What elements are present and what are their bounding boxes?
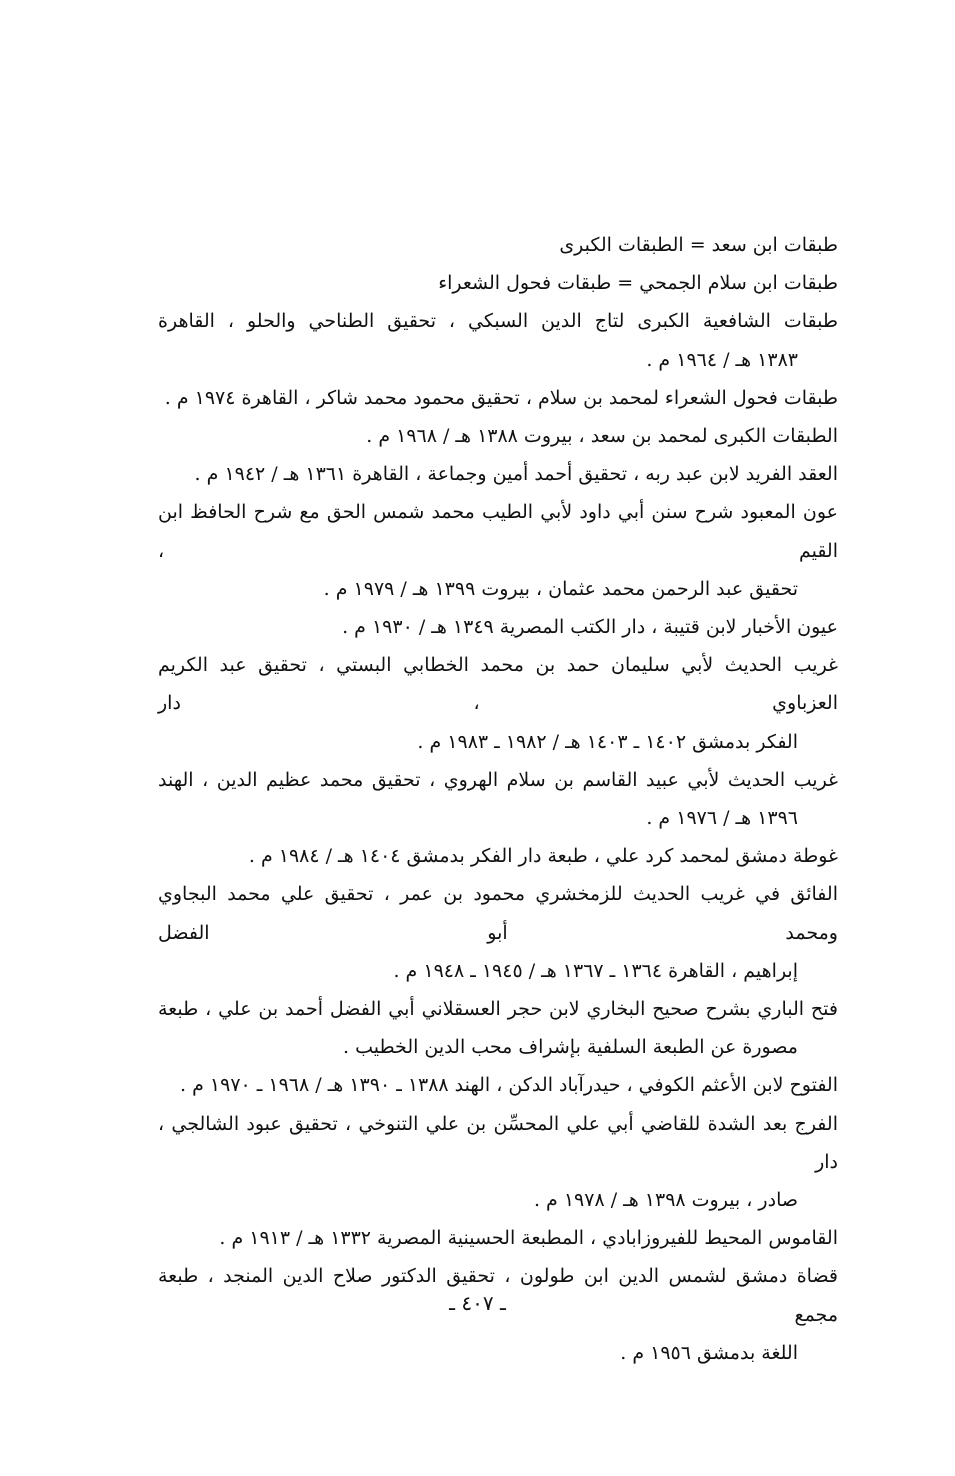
bibliography-entry	[158, 455, 838, 493]
entry-text: طبقات فحول الشعراء لمحمد بن سلام ، تحقيق محمود محمد شاكر ، القاهرة ١٩٧٤ م .	[164, 386, 838, 409]
bibliography-entry	[158, 837, 838, 875]
bibliography-entry	[158, 1066, 838, 1104]
bibliography-entry	[158, 608, 838, 646]
page-number: ـ ٤٠٧ ـ	[449, 1291, 506, 1315]
bibliography-entry	[158, 875, 838, 990]
entry-text: غوطة دمشق لمحمد كرد علي ، طبعة دار الفكر بدمشق ١٤٠٤ هـ / ١٩٨٤ م .	[248, 845, 838, 868]
entry-text: العقد الفريد لابن عبد ربه ، تحقيق أحمد أمين وجماعة ، القاهرة ١٣٦١ هـ / ١٩٤٢ م .	[194, 463, 838, 486]
bibliography-list	[158, 226, 838, 1372]
entry-text: الفتوح لابن الأعثم الكوفي ، حيدرآباد الدكن ، الهند ١٣٨٨ ـ ١٣٩٠ هـ / ١٩٦٨ ـ ١٩٧٠ م .	[180, 1074, 838, 1097]
entry-text: فتح الباري بشرح صحيح البخاري لابن حجر العسقلاني أبي الفضل أحمد بن علي ، طبعة	[158, 998, 838, 1021]
bibliography-entry	[158, 990, 838, 1066]
entry-text: الفائق في غريب الحديث للزمخشري محمود بن عمر ، تحقيق علي محمد البجاوي ومحمد أبو الفضل	[158, 883, 838, 944]
bibliography-entry	[158, 264, 838, 302]
bibliography-entry	[158, 226, 838, 264]
entry-continuation: إبراهيم ، القاهرة ١٣٦٤ ـ ١٣٦٧ هـ / ١٩٤٥ ـ ١٩٤٨ م .	[393, 959, 798, 982]
bibliography-entry	[158, 417, 838, 455]
entry-text: الطبقات الكبرى لمحمد بن سعد ، بيروت ١٣٨٨ هـ / ١٩٦٨ م .	[366, 425, 838, 448]
entry-continuation: مصورة عن الطبعة السلفية بإشراف محب الدين الخطيب .	[343, 1036, 798, 1059]
bibliography-entry	[158, 302, 838, 378]
entry-continuation: تحقيق عبد الرحمن محمد عثمان ، بيروت ١٣٩٩ هـ / ١٩٧٩ م .	[323, 577, 798, 600]
bibliography-entry	[158, 761, 838, 837]
entry-text: عون المعبود شرح سنن أبي داود لأبي الطيب محمد شمس الحق مع شرح الحافظ ابن القيم ،	[158, 501, 838, 562]
entry-continuation: اللغة بدمشق ١٩٥٦ م .	[620, 1341, 798, 1364]
entry-text: الفرج بعد الشدة للقاضي أبي علي المحسِّن بن علي التنوخي ، تحقيق عبود الشالجي ، دار	[158, 1112, 838, 1173]
bibliography-entry	[158, 493, 838, 608]
entry-text: عيون الأخبار لابن قتيبة ، دار الكتب المصرية ١٣٤٩ هـ / ١٩٣٠ م .	[342, 616, 838, 639]
entry-text: القاموس المحيط للفيروزابادي ، المطبعة الحسينية المصرية ١٣٣٢ هـ / ١٩١٣ م .	[219, 1227, 838, 1250]
entry-text: طبقات ابن سلام الجمحي = طبقات فحول الشعراء	[438, 272, 838, 295]
entry-continuation: ١٣٨٣ هـ / ١٩٦٤ م .	[646, 348, 798, 371]
entry-text: غريب الحديث لأبي سليمان حمد بن محمد الخطابي البستي ، تحقيق عبد الكريم العزباوي ، دار	[158, 654, 838, 715]
entry-continuation: ١٣٩٦ هـ / ١٩٧٦ م .	[646, 807, 798, 830]
entry-text: غريب الحديث لأبي عبيد القاسم بن سلام الهروي ، تحقيق محمد عظيم الدين ، الهند	[158, 768, 838, 791]
entry-text: طبقات ابن سعد = الطبقات الكبرى	[559, 234, 838, 256]
entry-text: قضاة دمشق لشمس الدين ابن طولون ، تحقيق الدكتور صلاح الدين المنجد ، طبعة مجمع	[158, 1265, 838, 1326]
bibliography-entry	[158, 379, 838, 417]
bibliography-entry	[158, 646, 838, 761]
entry-continuation: صادر ، بيروت ١٣٩٨ هـ / ١٩٧٨ م .	[533, 1189, 798, 1212]
entry-continuation: الفكر بدمشق ١٤٠٢ ـ ١٤٠٣ هـ / ١٩٨٢ ـ ١٩٨٣ م .	[417, 730, 798, 753]
bibliography-entry	[158, 1105, 838, 1220]
bibliography-entry	[158, 1219, 838, 1257]
entry-text: طبقات الشافعية الكبرى لتاج الدين السبكي ، تحقيق الطناحي والحلو ، القاهرة	[158, 310, 838, 333]
